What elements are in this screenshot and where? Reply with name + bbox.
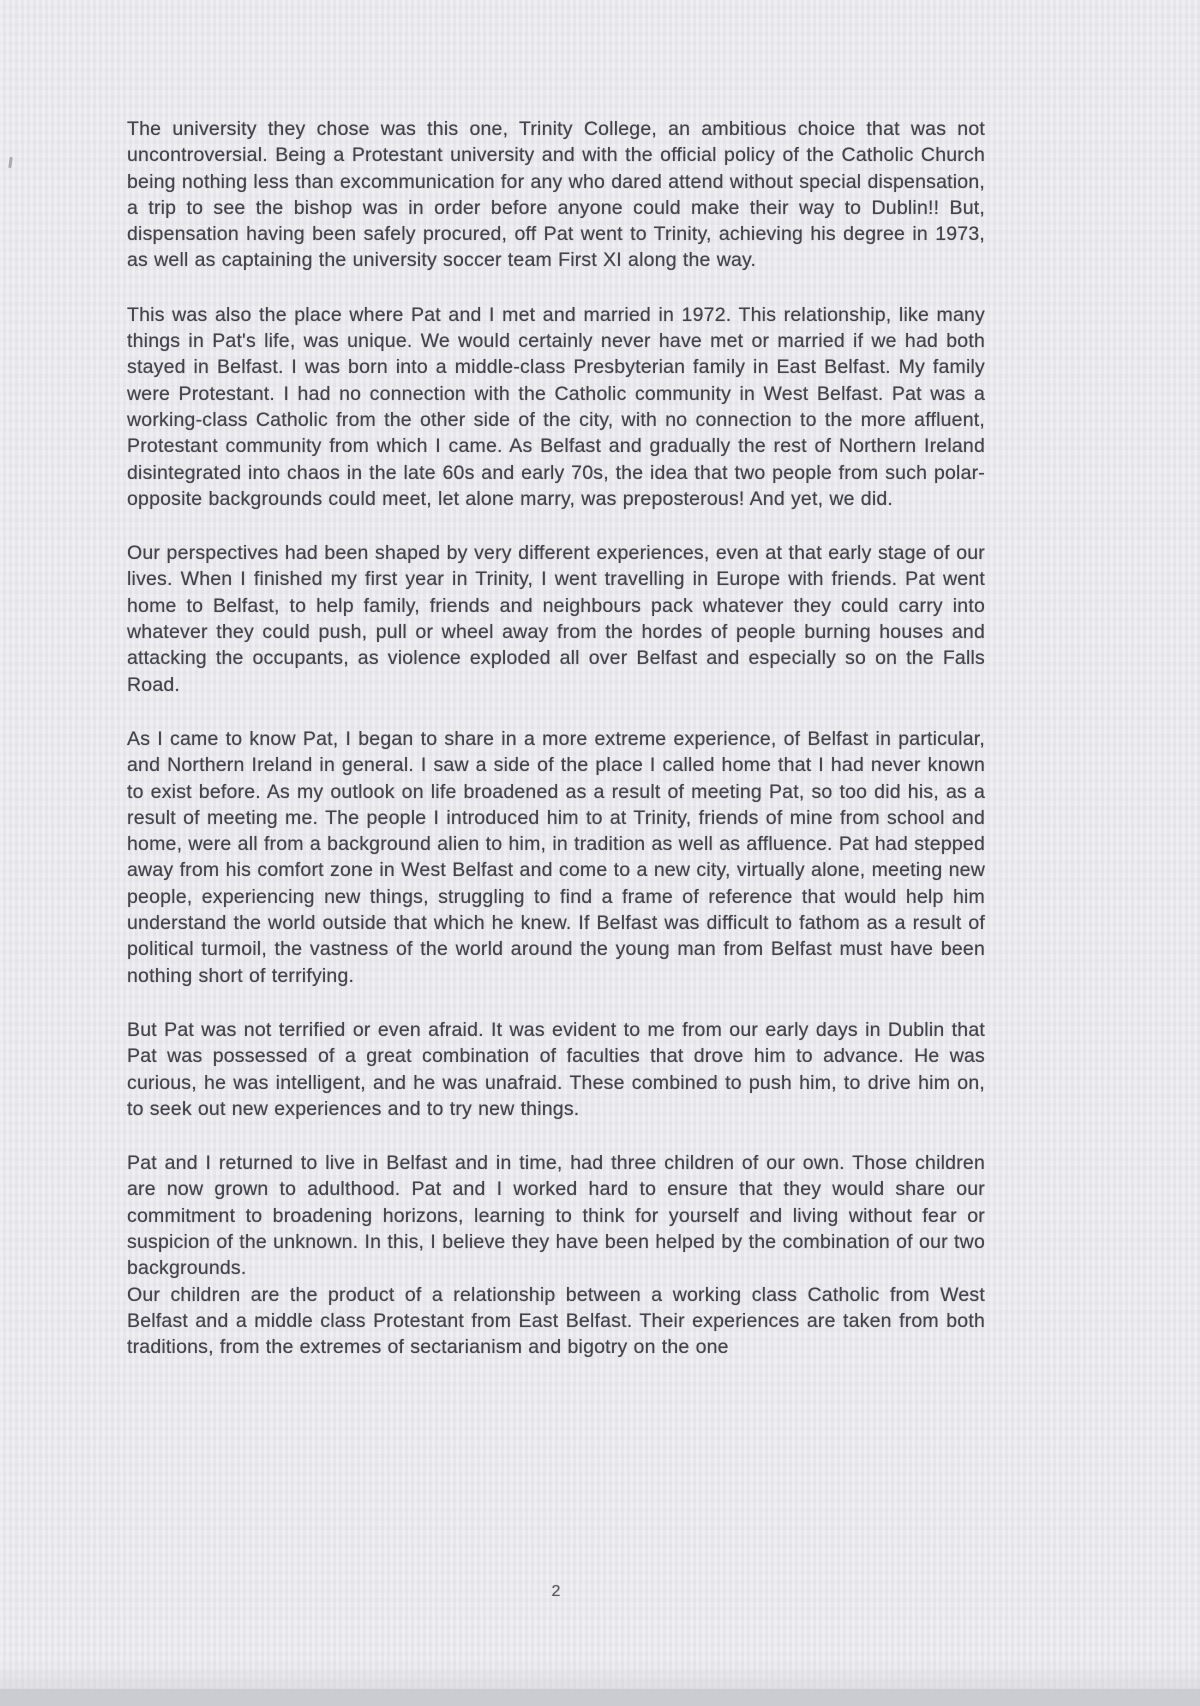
scan-edge-fade: [0, 1663, 1200, 1689]
scan-edge-shadow: [0, 1689, 1200, 1706]
paragraph-return-to-belfast: Pat and I returned to live in Belfast and in time, had three children of our own. Those children are now grown to adulthood. Pat and I worked hard to ensure that they would share our commitment to broadening horizons, learning to think for yourself and living without fear or suspicion of the unknown. In this, I believe they have been helped by the combination of our two backgrounds.: [127, 1152, 985, 1280]
paragraph-different-experiences: Our perspectives had been shaped by very different experiences, even at that early stage of our lives. When I finished my first year in Trinity, I went travelling in Europe with friends. Pat went home to Belfast, to help family, friends and neighbours pack whatever they could carry into whatever they could push, pull or wheel away from the hordes of people burning houses and attacking the occupants, as violence exploded all over Belfast and especially so on the Falls Road.: [127, 542, 985, 696]
document-body: [127, 116, 985, 1360]
paragraph-knowing-pat: As I came to know Pat, I began to share in a more extreme experience, of Belfast in particular, and Northern Ireland in general. I saw a side of the place I called home that I had never known to exist before. As my outlook on life broadened as a result of meeting Pat, so too did his, as a result of meeting me. The people I introduced him to at Trinity, friends of mine from school and home, were all from a background alien to him, in tradition as well as affluence. Pat had stepped away from his comfort zone in West Belfast and come to a new city, virtually alone, meeting new people, experiencing new things, struggling to find a frame of reference that would help him understand the world outside that which he knew. If Belfast was difficult to fathom as a result of political turmoil, the vastness of the world around the young man from Belfast must have been nothing short of terrifying.: [127, 727, 985, 987]
scan-artifact-speck: [8, 157, 13, 168]
page-number: 2: [551, 1583, 561, 1600]
paragraph-met-and-married: This was also the place where Pat and I met and married in 1972. This relationship, like many things in Pat's life, was unique. We would certainly never have met or married if we had both stayed in Belfast. I was born into a middle-class Presbyterian family in East Belfast. My family were Protestant. I had no connection with the Catholic community in West Belfast. Pat was a working-class Catholic from the other side of the city, with no connection to the more affluent, Protestant community from which I came. As Belfast and gradually the rest of Northern Ireland disintegrated into chaos in the late 60s and early 70s, the idea that two people from such polar-opposite backgrounds could meet, let alone marry, was preposterous! And yet, we did.: [127, 303, 985, 510]
paragraph-pat-unafraid: But Pat was not terrified or even afraid. It was evident to me from our early days in Dublin that Pat was possessed of a great combination of faculties that drove him to advance. He was curious, he was intelligent, and he was unafraid. These combined to push him, to drive him on, to seek out new experiences and to try new things.: [127, 1018, 985, 1120]
paragraph-our-children: Our children are the product of a relationship between a working class Catholic from West Belfast and a middle class Protestant from East Belfast. Their experiences are taken from both traditions, from the extremes of sectarianism and bigotry on the one: [127, 1283, 985, 1359]
paragraph-university-choice: The university they chose was this one, Trinity College, an ambitious choice that was not uncontroversial. Being a Protestant university and with the official policy of the Catholic Church being nothing less than excommunication for any who dared attend without special dispensation, a trip to see the bishop was in order before anyone could make their way to Dublin!! But, dispensation having been safely procured, off Pat went to Trinity, achieving his degree in 1973, as well as captaining the university soccer team First XI along the way.: [127, 118, 985, 272]
